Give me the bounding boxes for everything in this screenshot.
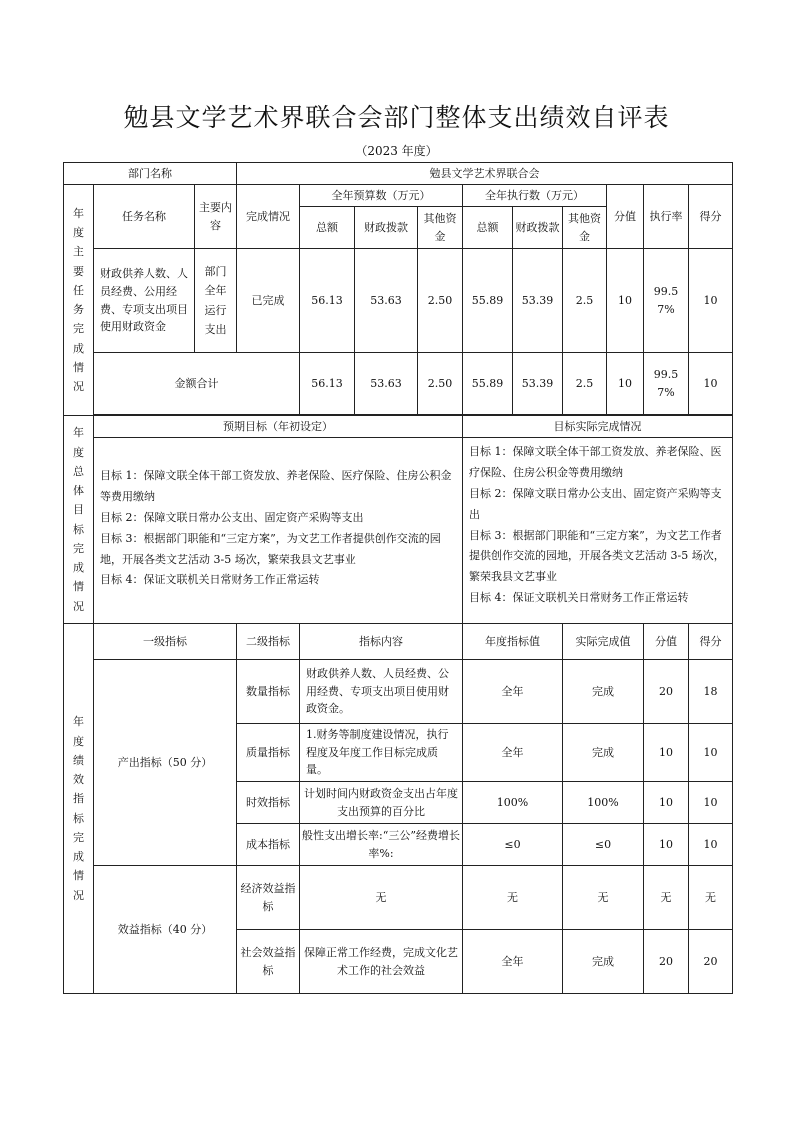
header-indicator-score-value: 分值	[644, 624, 689, 660]
level2-social: 社会效益指标	[237, 930, 300, 994]
indicator-actual: 完成	[563, 724, 644, 782]
indicator-content: 无	[300, 866, 463, 930]
sum-exec-other: 2.5	[563, 353, 607, 415]
sum-exec-total: 55.89	[463, 353, 513, 415]
task-completion: 已完成	[237, 249, 300, 353]
header-level2: 二级指标	[237, 624, 300, 660]
indicator-content: 般性支出增长率:“三公”经费增长率%:	[300, 824, 463, 866]
indicator-score-value: 10	[644, 782, 689, 824]
indicator-score: 10	[689, 724, 733, 782]
page-title: 勉县文学艺术界联合会部门整体支出绩效自评表	[123, 103, 670, 132]
actual-goal-item: 目标 1：保障文联全体干部工资发放、养老保险、医疗保险、住房公积金等费用缴纳	[469, 445, 722, 479]
actual-goal-header: 目标实际完成情况	[463, 416, 733, 438]
task-score: 10	[689, 249, 733, 353]
indicator-target: 100%	[463, 782, 563, 824]
indicator-target: ≤0	[463, 824, 563, 866]
header-budget-total: 总额	[300, 207, 355, 249]
header-exec-group: 全年执行数（万元）	[463, 185, 607, 207]
section2-label: 年度总体目标完成情况	[64, 416, 94, 624]
dept-value: 勉县文学艺术界联合会	[237, 163, 733, 185]
header-exec-total: 总额	[463, 207, 513, 249]
section3-label: 年度绩效指标完成情况	[64, 624, 94, 994]
indicator-target: 无	[463, 866, 563, 930]
indicator-target: 全年	[463, 930, 563, 994]
level2-quality: 质量指标	[237, 724, 300, 782]
indicator-content: 1.财务等制度建设情况，执行程度及年度工作目标完成质量。	[300, 724, 463, 782]
sum-exec-fiscal: 53.39	[513, 353, 563, 415]
level1-output: 产出指标（50 分）	[94, 660, 237, 866]
sum-score: 10	[689, 353, 733, 415]
header-completion: 完成情况	[237, 185, 300, 249]
level2-timeliness: 时效指标	[237, 782, 300, 824]
actual-goal-item: 目标 3：根据部门职能和“三定方案”，为文艺工作者提供创作交流的园地，开展各类文艺活动 3-5 场次，繁荣我县文艺事业	[469, 528, 725, 584]
indicator-score: 10	[689, 824, 733, 866]
indicator-score-value: 无	[644, 866, 689, 930]
header-indicator-content: 指标内容	[300, 624, 463, 660]
expected-goal-list	[94, 438, 463, 624]
level1-benefit: 效益指标（40 分）	[94, 866, 237, 994]
indicator-target: 全年	[463, 724, 563, 782]
level2-quantity: 数量指标	[237, 660, 300, 724]
expected-goal-item: 目标 3：根据部门职能和“三定方案”，为文艺工作者提供创作交流的园地，开展各类文艺活动 3-5 场次，繁荣我县文艺事业	[100, 531, 441, 566]
report-year: （2023 年度）	[355, 144, 438, 158]
indicator-score-value: 20	[644, 930, 689, 994]
indicator-actual: 完成	[563, 930, 644, 994]
sum-label: 金额合计	[94, 353, 300, 415]
header-budget-fiscal: 财政拨款	[355, 207, 418, 249]
sum-budget-fiscal: 53.63	[355, 353, 418, 415]
header-target-value: 年度指标值	[463, 624, 563, 660]
actual-goal-list	[463, 438, 733, 624]
header-actual-value: 实际完成值	[563, 624, 644, 660]
indicator-score: 10	[689, 782, 733, 824]
indicator-actual: 完成	[563, 660, 644, 724]
section1-label: 年度主要任务完成情况	[64, 185, 94, 416]
budget-total: 56.13	[300, 249, 355, 353]
header-score: 得分	[689, 185, 733, 249]
indicator-score-value: 20	[644, 660, 689, 724]
indicator-actual: 100%	[563, 782, 644, 824]
indicator-actual: 无	[563, 866, 644, 930]
indicator-score: 无	[689, 866, 733, 930]
header-main-content: 主要内容	[195, 185, 237, 249]
header-exec-rate: 执行率	[644, 185, 689, 249]
header-task-name: 任务名称	[94, 185, 195, 249]
budget-fiscal: 53.63	[355, 249, 418, 353]
task-exec-rate: 99.57%	[644, 249, 689, 353]
indicator-content: 计划时间内财政资金支出占年度支出预算的百分比	[300, 782, 463, 824]
expected-goal-header: 预期目标（年初设定）	[94, 416, 463, 438]
expected-goal-item: 目标 4：保证文联机关日常财务工作正常运转	[100, 573, 320, 587]
budget-other: 2.50	[418, 249, 463, 353]
indicator-score-value: 10	[644, 824, 689, 866]
indicator-content: 财政供养人数、人员经费、公用经费、专项支出项目使用财政资金。	[300, 660, 463, 724]
exec-fiscal: 53.39	[513, 249, 563, 353]
sum-budget-total: 56.13	[300, 353, 355, 415]
header-budget-group: 全年预算数（万元）	[300, 185, 463, 207]
header-level1: 一级指标	[94, 624, 237, 660]
level2-economic: 经济效益指标	[237, 866, 300, 930]
actual-goal-item: 目标 4：保证文联机关日常财务工作正常运转	[469, 591, 689, 605]
header-score-value: 分值	[607, 185, 644, 249]
header-exec-fiscal: 财政拨款	[513, 207, 563, 249]
indicator-score: 18	[689, 660, 733, 724]
indicator-content: 保障正常工作经费，完成文化艺术工作的社会效益	[300, 930, 463, 994]
exec-total: 55.89	[463, 249, 513, 353]
exec-other: 2.5	[563, 249, 607, 353]
level2-cost: 成本指标	[237, 824, 300, 866]
expected-goal-item: 目标 2：保障文联日常办公支出、固定资产采购等支出	[100, 510, 364, 524]
task-score-value: 10	[607, 249, 644, 353]
sum-exec-rate: 99.57%	[644, 353, 689, 415]
dept-label: 部门名称	[64, 163, 237, 185]
task-main-content: 部门全年运行支出	[195, 249, 237, 353]
indicator-score-value: 10	[644, 724, 689, 782]
indicator-score: 20	[689, 930, 733, 994]
indicator-target: 全年	[463, 660, 563, 724]
actual-goal-item: 目标 2：保障文联日常办公支出、固定资产采购等支出	[469, 486, 722, 521]
sum-score-value: 10	[607, 353, 644, 415]
sum-budget-other: 2.50	[418, 353, 463, 415]
header-indicator-score: 得分	[689, 624, 733, 660]
header-budget-other: 其他资金	[418, 207, 463, 249]
expected-goal-item: 目标 1：保障文联全体干部工资发放、养老保险、医疗保险、住房公积金等费用缴纳	[100, 469, 452, 503]
indicator-actual: ≤0	[563, 824, 644, 866]
task-name: 财政供养人数、人员经费、公用经费、专项支出项目使用财政资金	[94, 249, 195, 353]
evaluation-table	[63, 162, 733, 994]
header-exec-other: 其他资金	[563, 207, 607, 249]
